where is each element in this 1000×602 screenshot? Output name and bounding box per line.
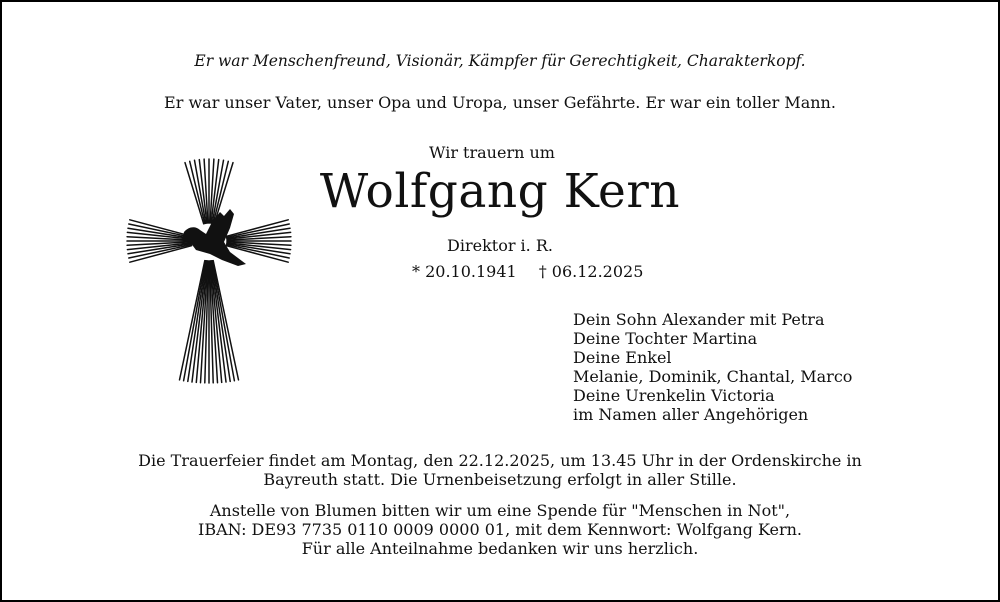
birth-date: * 20.10.1941 [412,262,517,281]
family-line: Deine Urenkelin Victoria [573,386,775,405]
ceremony-line: Die Trauerfeier findet am Montag, den 22.12.2025, um 13.45 Uhr in der Ordenskirche in [138,451,862,470]
mourning-intro: Wir trauern um [429,143,555,162]
family-line: Melanie, Dominik, Chantal, Marco [573,367,853,386]
motto-line: Er war Menschenfreund, Visionär, Kämpfer für Gerechtigkeit, Charakterkopf. [194,52,806,70]
deceased-name: Wolfgang Kern [319,164,681,219]
donation-line: Für alle Anteilnahme bedanken wir uns herzlich. [301,539,699,558]
cross-ray [212,261,230,382]
life-dates [412,262,643,281]
family-line: im Namen aller Angehörigen [573,405,809,424]
family-line: Deine Enkel [573,348,672,367]
cross-with-dove-icon [126,154,292,386]
family-list [573,310,852,424]
donation-line: IBAN: DE93 7735 0110 0009 0000 01, mit dem Kennwort: Wolfgang Kern. [198,520,802,539]
family-line: Deine Tochter Martina [573,329,758,348]
death-date: † 06.12.2025 [538,262,644,281]
cross-ray [188,261,206,382]
tribute-line: Er war unser Vater, unser Opa und Uropa, unser Gefährte. Er war ein toller Mann. [164,93,836,112]
deceased-title: Direktor i. R. [447,236,553,255]
family-line: Dein Sohn Alexander mit Petra [573,310,825,329]
ceremony-info [2,451,998,489]
donation-line: Anstelle von Blumen bitten wir um eine Spende für "Menschen in Not", [209,501,791,520]
donation-info [2,501,998,558]
ceremony-line: Bayreuth statt. Die Urnenbeisetzung erfolgt in aller Stille. [263,470,737,489]
